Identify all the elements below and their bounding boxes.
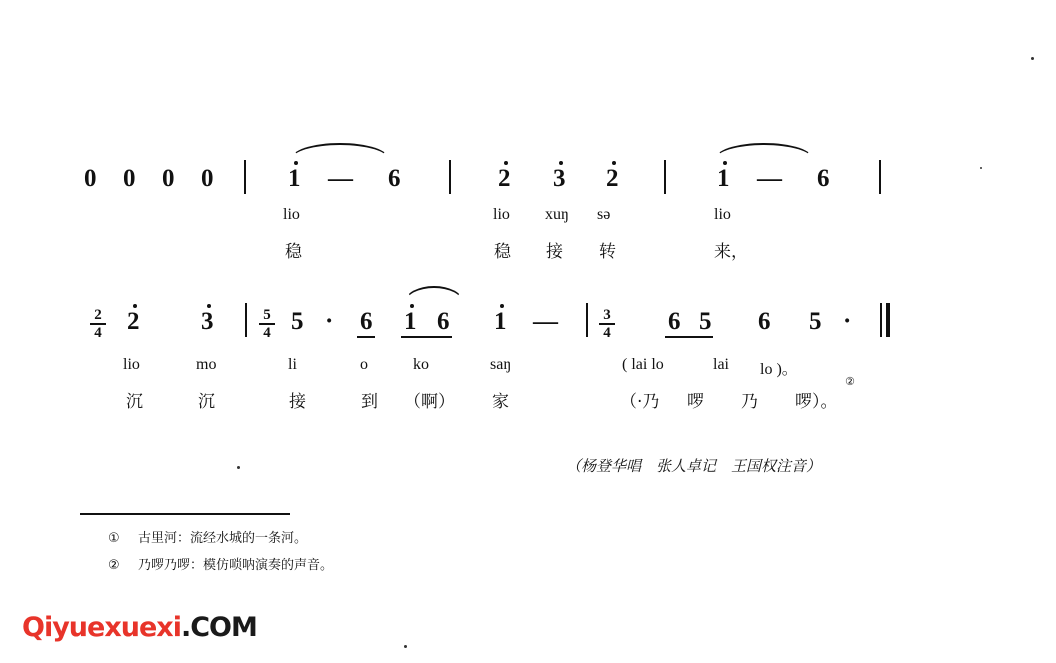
- scan-speck: [1031, 57, 1034, 60]
- note-extension-dash: —: [757, 165, 782, 192]
- scan-speck: [237, 466, 240, 469]
- note: 1: [494, 308, 507, 335]
- footnote-item: [108, 527, 307, 546]
- octave-dot-above: [504, 161, 508, 165]
- watermark-brand: Qiyuexuexi: [22, 612, 181, 643]
- rest-note: 0: [201, 165, 214, 192]
- footnote-item: [108, 554, 333, 573]
- final-barline: [886, 303, 890, 337]
- time-signature-denominator: 4: [94, 324, 102, 341]
- lyric-hanzi: 家: [492, 392, 509, 412]
- note: 6: [668, 308, 681, 335]
- note: 6: [437, 308, 450, 335]
- barline: [879, 160, 881, 194]
- note-extension-dash: —: [328, 165, 353, 192]
- scan-speck: [404, 645, 407, 648]
- barline: [664, 160, 666, 194]
- barline: [449, 160, 451, 194]
- credit-line: （杨登华唱 张人卓记 王国权注音）: [566, 457, 822, 475]
- time-signature-denominator: 4: [603, 324, 611, 341]
- lyric-pinyin: lio: [283, 206, 300, 223]
- lyric-hanzi: 沉: [198, 392, 215, 412]
- octave-dot-above: [723, 161, 727, 165]
- dotted-rhythm-dot: ·: [325, 308, 334, 335]
- lyric-pinyin: saŋ: [490, 356, 512, 373]
- lyric-pinyin: li: [288, 356, 297, 373]
- watermark-domain: .COM: [180, 612, 257, 643]
- lyric-pinyin: xuŋ: [545, 206, 569, 223]
- lyric-hanzi: 沉: [126, 392, 143, 412]
- octave-dot-above: [559, 161, 563, 165]
- lyric-hanzi: 稳: [285, 242, 302, 262]
- octave-dot-above: [612, 161, 616, 165]
- octave-dot-above: [133, 304, 137, 308]
- beam-underline: [401, 336, 452, 338]
- lyric-pinyin: sə: [597, 206, 611, 223]
- barline: [244, 160, 246, 194]
- beam-underline: [357, 336, 375, 338]
- rest-note: 0: [123, 165, 136, 192]
- lyric-hanzi: （·乃: [620, 392, 660, 412]
- time-signature: [89, 308, 107, 340]
- slur-mark: [715, 143, 813, 159]
- time-signature-denominator: 4: [263, 324, 271, 341]
- note: 6: [758, 308, 771, 335]
- rest-note: 0: [84, 165, 97, 192]
- lyric-hanzi: 接: [289, 392, 306, 412]
- note: 6: [388, 165, 401, 192]
- note: 1: [717, 165, 730, 192]
- site-watermark: [22, 612, 257, 643]
- lyric-pinyin: lo )。: [760, 361, 798, 378]
- lyric-pinyin: mo: [196, 356, 217, 373]
- time-signature: [598, 308, 616, 340]
- footnote-mark: ②: [108, 558, 120, 573]
- note: 5: [699, 308, 712, 335]
- footnote-reference: ②: [845, 375, 855, 388]
- note: 5: [291, 308, 304, 335]
- note: 3: [553, 165, 566, 192]
- lyric-pinyin: lai: [713, 356, 729, 373]
- dotted-rhythm-dot: ·: [843, 308, 852, 335]
- lyric-hanzi: 稳: [494, 242, 511, 262]
- note: 3: [201, 308, 214, 335]
- lyric-hanzi: （啊）: [404, 392, 455, 412]
- lyric-pinyin: ko: [413, 356, 429, 373]
- note: 2: [127, 308, 140, 335]
- lyric-hanzi: 到: [361, 392, 378, 412]
- octave-dot-above: [207, 304, 211, 308]
- lyric-pinyin: lio: [123, 356, 140, 373]
- footnote-divider: [80, 513, 290, 515]
- footnote-text: 乃啰乃啰：模仿唢呐演奏的声音。: [137, 558, 333, 573]
- beam-underline: [665, 336, 713, 338]
- lyric-hanzi: 接: [546, 242, 563, 262]
- time-signature-numerator: 2: [94, 307, 102, 323]
- footnote-mark: ①: [108, 531, 120, 546]
- slur-mark: [405, 286, 463, 302]
- lyric-hanzi: 转: [599, 242, 616, 262]
- octave-dot-above: [410, 304, 414, 308]
- octave-dot-above: [294, 161, 298, 165]
- barline: [880, 303, 882, 337]
- footnote-text: 古里河：流经水城的一条河。: [137, 531, 307, 546]
- rest-note: 0: [162, 165, 175, 192]
- note: 6: [360, 308, 373, 335]
- octave-dot-above: [500, 304, 504, 308]
- note: 2: [606, 165, 619, 192]
- note: 2: [498, 165, 511, 192]
- lyric-hanzi: 来，: [714, 242, 748, 262]
- time-signature-numerator: 5: [263, 307, 271, 323]
- time-signature: [258, 308, 276, 340]
- lyric-pinyin: o: [360, 356, 368, 373]
- lyric-hanzi: 乃: [741, 392, 758, 412]
- barline: [245, 303, 247, 337]
- note: 1: [404, 308, 417, 335]
- note: 6: [817, 165, 830, 192]
- note-extension-dash: —: [533, 308, 558, 335]
- slur-mark: [291, 143, 389, 159]
- lyric-hanzi: 啰）。: [795, 392, 838, 412]
- time-signature-numerator: 3: [603, 307, 611, 323]
- lyric-hanzi: 啰: [687, 392, 704, 412]
- scan-speck: [980, 167, 982, 169]
- lyric-pinyin: lio: [714, 206, 731, 223]
- note: 1: [288, 165, 301, 192]
- note: 5: [809, 308, 822, 335]
- lyric-pinyin: lio: [493, 206, 510, 223]
- barline: [586, 303, 588, 337]
- lyric-pinyin: ( lai lo: [622, 356, 664, 373]
